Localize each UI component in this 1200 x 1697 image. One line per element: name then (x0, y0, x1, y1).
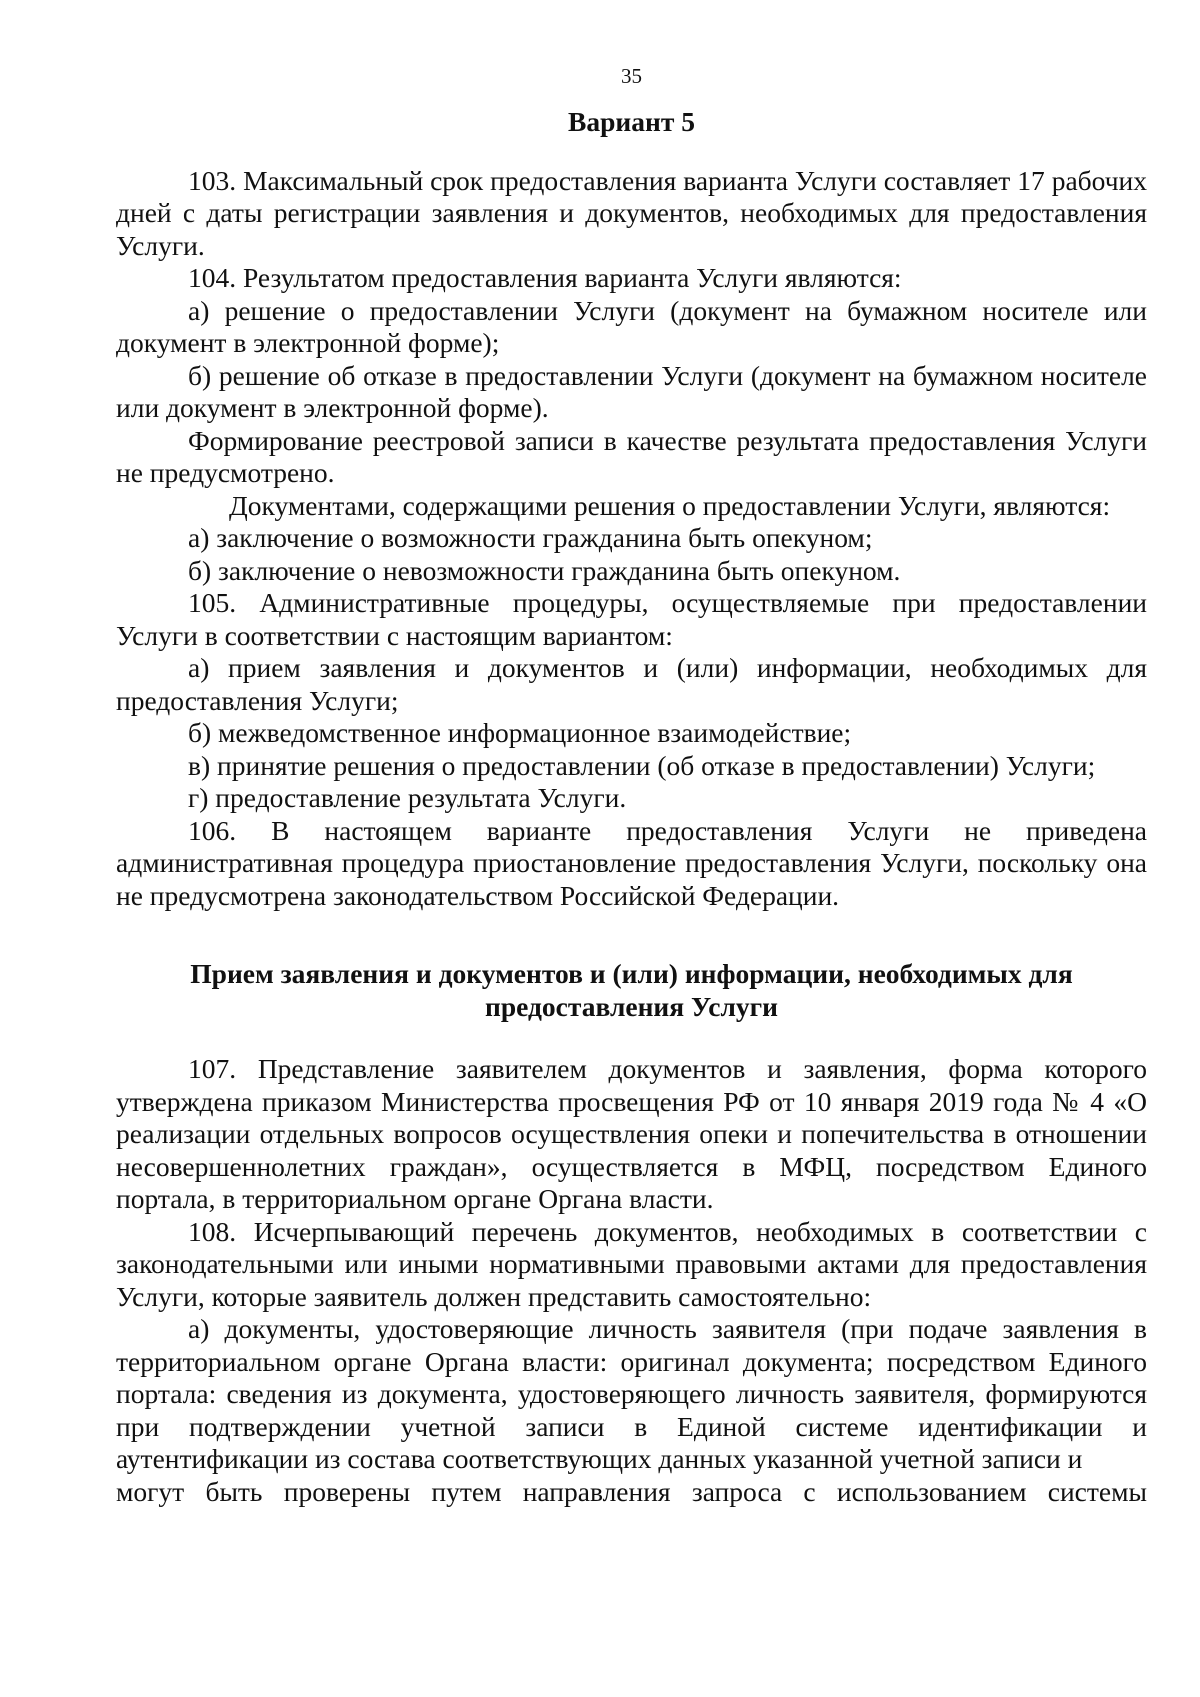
document-page (116, 64, 1147, 1508)
list-item-108-a: а) документы, удостоверяющие личность заявителя (при подаче заявления в территориальном органе Органа власти: оригинал документа; посредством Единого портала: сведения из документа, удостоверяющего личность заявителя, формируются при подтверждении учетной записи в Единой системе идентификации и аутентификации из состава соответствующих данных указанной учетной записи и (116, 1313, 1147, 1474)
list-item-104-a: а) решение о предоставлении Услуги (документ на бумажном носителе или документ в электронной форме); (116, 294, 1147, 358)
paragraph-103: 103. Максимальный срок предоставления варианта Услуги составляет 17 рабочих дней с даты регистрации заявления и документов, необходимых для предоставления Услуги. (116, 164, 1147, 261)
paragraph-108: 108. Исчерпывающий перечень документов, необходимых в соответствии с законодательными или иными нормативными правовыми актами для предоставления Услуги, которые заявитель должен представить самостоятельно: (116, 1215, 1147, 1312)
list-item-decision-b: б) заключение о невозможности гражданина быть опекуном. (188, 554, 901, 586)
section-heading-line1: Прием заявления и документов и (или) информации, необходимых для (190, 958, 1073, 989)
section-reception-body (116, 1053, 1147, 1508)
list-item-104-b: б) решение об отказе в предоставлении Услуги (документ на бумажном носителе или документ в электронной форме). (116, 359, 1147, 423)
list-item-105-a: а) прием заявления и документов и (или) информации, необходимых для предоставления Услуги; (116, 652, 1147, 716)
list-item-105-c: в) принятие решения о предоставлении (об отказе в предоставлении) Услуги; (188, 749, 1096, 781)
section-heading-line2: предоставления Услуги (485, 990, 778, 1022)
section-variant-body (116, 165, 1147, 913)
paragraph-decision-documents: Документами, содержащими решения о предоставлении Услуги, являются: (229, 489, 1111, 521)
paragraph-104: 104. Результатом предоставления варианта Услуги являются: (188, 262, 902, 293)
list-item-decision-a: а) заключение о возможности гражданина быть опекуном; (188, 522, 873, 553)
variant-heading: Вариант 5 (568, 106, 695, 137)
list-item-105-b: б) межведомственное информационное взаимодействие; (188, 717, 852, 748)
page-number: 35 (621, 64, 642, 88)
paragraph-registry-record: Формирование реестровой записи в качестве результата предоставления Услуги не предусмотрено. (116, 424, 1147, 488)
paragraph-105: 105. Административные процедуры, осуществляемые при предоставлении Услуги в соответствии с настоящим вариантом: (116, 587, 1147, 651)
list-item-105-d: г) предоставление результата Услуги. (188, 782, 627, 813)
paragraph-107: 107. Представление заявителем документов и заявления, форма которого утверждена приказом Министерства просвещения РФ от 10 января 2019 года № 4 «О реализации отдельных вопросов осуществления опеки и попечительства в отношении несовершеннолетних граждан», осуществляется в МФЦ, посредством Единого портала, в территориальном органе Органа власти. (116, 1053, 1147, 1214)
section-heading (116, 958, 1147, 1023)
continued-line: могут быть проверены путем направления запроса с использованием системы (116, 1475, 1147, 1507)
paragraph-106: 106. В настоящем варианте предоставления Услуги не приведена административная процедура приостановление предоставления Услуги, поскольку она не предусмотрена законодательством Российской Федерации. (116, 814, 1147, 911)
